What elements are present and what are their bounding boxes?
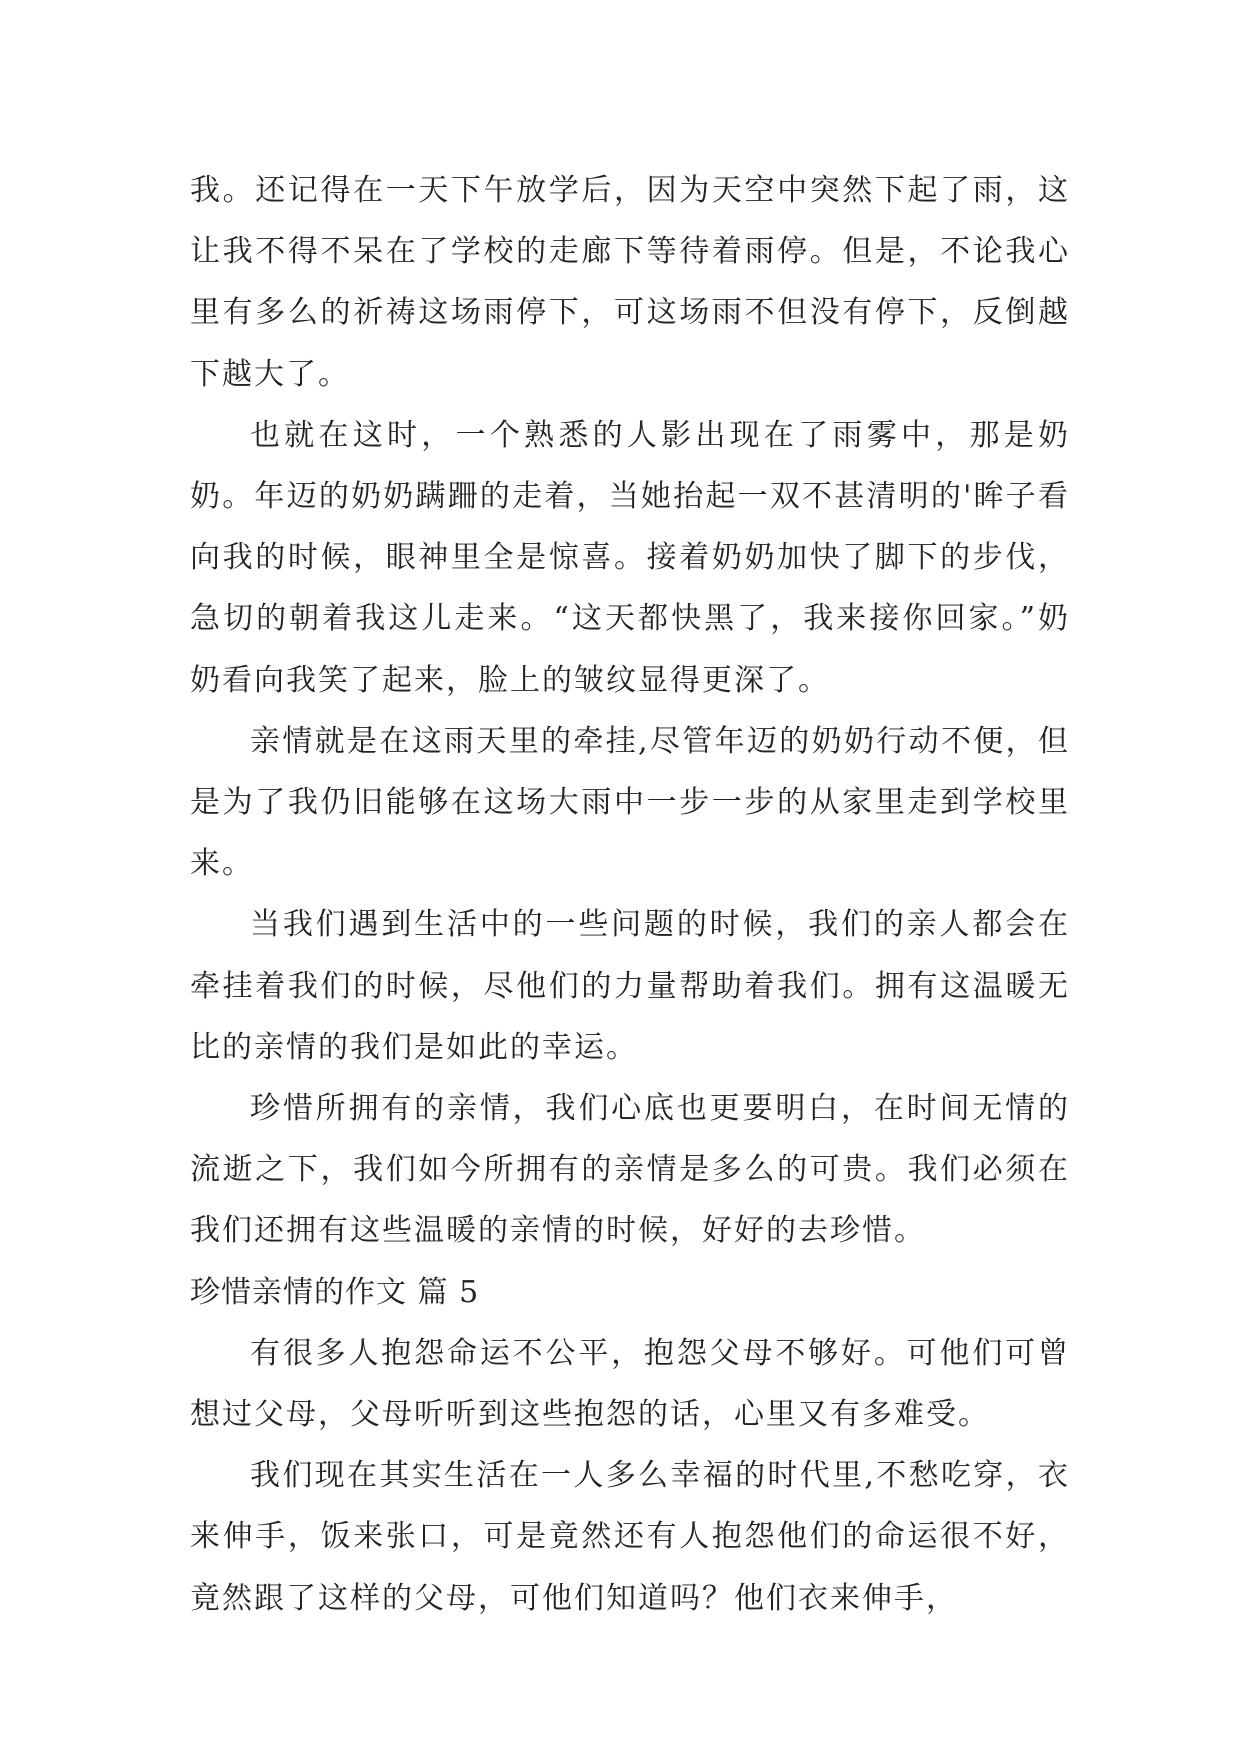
paragraph-4: 当我们遇到生活中的一些问题的时候，我们的亲人都会在牵挂着我们的时候，尽他们的力量帮助着我们。拥有这温暖无比的亲情的我们是如此的幸运。 [190,907,1070,1065]
section-heading: 珍惜亲情的作文 篇 5 [190,1274,480,1310]
section-paragraph-1: 有很多人抱怨命运不公平，抱怨父母不够好。可他们可曾想过父母，父母听听到这些抱怨的话，心里又有多难受。 [190,1335,1070,1433]
section-paragraph-2: 我们现在其实生活在一人多么幸福的时代里,不愁吃穿，衣来伸手，饭来张口，可是竟然还有人抱怨他们的命运很不好，竟然跟了这样的父母，可他们知道吗？他们衣来伸手， [190,1458,1070,1616]
document-body [190,160,1070,1629]
paragraph-3: 亲情就是在这雨天里的牵挂,尽管年迈的奶奶行动不便，但是为了我仍旧能够在这场大雨中一步一步的从家里走到学校里来。 [190,723,1070,882]
paragraph-5: 珍惜所拥有的亲情，我们心底也更要明白，在时间无情的流逝之下，我们如今所拥有的亲情是多么的可贵。我们必须在我们还拥有这些温暖的亲情的时候，好好的去珍惜。 [190,1091,1070,1249]
paragraph-2: 也就在这时，一个熟悉的人影出现在了雨雾中，那是奶奶。年迈的奶奶蹒跚的走着，当她抬起一双不甚清明的'眸子看向我的时候，眼神里全是惊喜。接着奶奶加快了脚下的步伐，急切的朝着我这儿走来。“这天都快黑了，我来接你回家。”奶奶看向我笑了起来，脸上的皱纹显得更深了。 [190,417,1070,698]
paragraph-1: 我。还记得在一天下午放学后，因为天空中突然下起了雨，这让我不得不呆在了学校的走廊下等待着雨停。但是，不论我心里有多么的祈祷这场雨停下，可这场雨不但没有停下，反倒越下越大了。 [190,173,1070,392]
